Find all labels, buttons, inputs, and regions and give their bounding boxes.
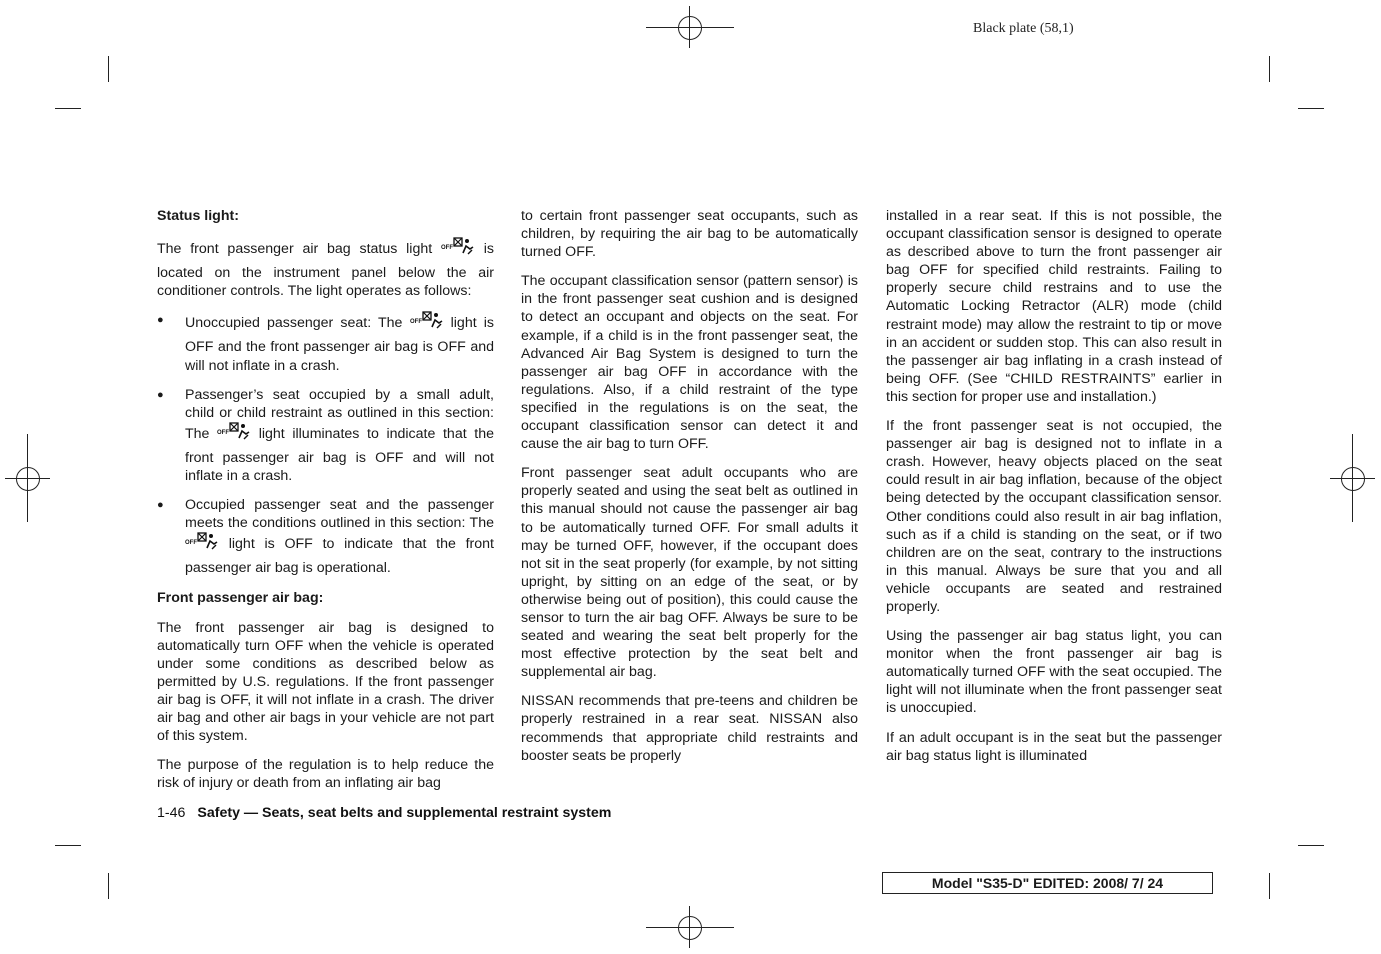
page-footer <box>157 805 611 821</box>
passenger-airbag-off-icon <box>185 532 219 559</box>
list-item: ● Unoccupied passenger seat: The OFF light is OFF and the front passenger air bag is OFF and will not inflate in a crash. <box>157 311 494 374</box>
passenger-airbag-off-icon <box>410 311 444 338</box>
list-item: ● Occupied passenger seat and the passenger meets the conditions outlined in this section: The OFF light is OFF to indicate that the front passenger air bag is operational. <box>157 496 494 577</box>
column-3 <box>886 207 1222 776</box>
status-light-list <box>157 311 494 577</box>
column-1 <box>157 207 494 803</box>
svg-text:OFF: OFF <box>185 540 197 547</box>
plate-label: Black plate (58,1) <box>973 21 1074 36</box>
paragraph: The front passenger air bag status light OFF is located on the instrument panel below the air conditioner controls. The light operates as follows: <box>157 237 494 300</box>
section-title: Safety — Seats, seat belts and supplemental restraint system <box>197 805 612 821</box>
paragraph: If the front passenger seat is not occupied, the passenger air bag is designed not to inflate in a crash. However, heavy objects placed on the seat could result in air bag inflation, because of the object being detected by the occupant classification sensor. Other conditions could also result in air bag inflation, such as if a child is standing on the seat, or if two children are on the seat, contrary to the instructions in this manual. Always be sure that you and all vehicle occupants are seated and restrained properly. <box>886 418 1222 615</box>
passenger-airbag-off-icon <box>441 237 475 264</box>
model-edited-box: Model "S35-D" EDITED: 2008/ 7/ 24 <box>882 872 1213 894</box>
paragraph: Front passenger seat adult occupants who are properly seated and using the seat belt as outlined in this manual should not cause the passenger air bag to be automatically turned OFF. For small adults it may be turned OFF, however, if the occupant does not sit in the seat properly (for example, by not sitting upright, by sitting on an edge of the seat, or by otherwise being out of position), this could cause the sensor to turn the air bag OFF. Always be sure to be seated and wearing the seat belt properly for the most effective protection by the seat belt and supplemental air bag. <box>521 465 858 681</box>
column-2 <box>521 207 858 776</box>
paragraph: If an adult occupant is in the seat but the passenger air bag status light is illuminated <box>886 729 1222 764</box>
page-number: 1-46 <box>157 805 186 821</box>
svg-text:OFF: OFF <box>409 319 422 326</box>
paragraph: The purpose of the regulation is to help reduce the risk of injury or death from an inflating air bag <box>157 757 494 792</box>
svg-text:OFF: OFF <box>440 245 453 252</box>
paragraph: The occupant classification sensor (pattern sensor) is in the front passenger seat cushion and is designed to detect an occupant and objects on the seat. For example, if a child is in the front passenger seat, the Advanced Air Bag System is designed to turn the passenger air bag OFF in accordance with the regulations. Also, if a child restraint of the type specified in the regulations is on the seat, the occupant classification sensor can detect it and cause the air bag to turn OFF. <box>521 273 858 453</box>
passenger-airbag-off-icon <box>217 422 251 449</box>
heading-front-passenger-air-bag: Front passenger air bag: <box>157 589 324 606</box>
paragraph: installed in a rear seat. If this is not possible, the occupant classification sensor is designed to operate as described above to turn the front passenger air bag OFF for specified child restraints. Failing to properly secure child restrains and to use the Automatic Locking Retractor (ALR) mode (child restraint mode) may allow the restraint to tip or move in an accident or sudden stop. This can also result in the passenger air bag inflating in a crash instead of being OFF. (See “CHILD RESTRAINTS” earlier in this section for proper use and installation.) <box>886 208 1222 405</box>
paragraph: Using the passenger air bag status light, you can monitor when the front passenger air bag is automatically turned OFF with the seat occupied. The light will not illuminate when the front passenger seat is unoccupied. <box>886 628 1222 717</box>
heading-status-light: Status light: <box>157 208 239 224</box>
paragraph: NISSAN recommends that pre-teens and children be properly restrained in a rear seat. NISSAN also recommends that appropriate child restraints and booster seats be properly <box>521 693 858 764</box>
list-item: ● Passenger’s seat occupied by a small adult, child or child restraint as outlined in this section: The OFF light illuminates to indicate that the front passenger air bag is OFF and will not inflate in a crash. <box>157 386 494 485</box>
paragraph: to certain front passenger seat occupants, such as children, by requiring the air bag to be automatically turned OFF. <box>521 208 858 261</box>
svg-text:OFF: OFF <box>217 429 230 436</box>
paragraph: The front passenger air bag is designed to automatically turn OFF when the vehicle is operated under some conditions as described below as permitted by U.S. regulations. If the front passenger air bag is OFF, it will not inflate in a crash. The driver air bag and other air bags in your vehicle are not part of this system. <box>157 619 494 745</box>
